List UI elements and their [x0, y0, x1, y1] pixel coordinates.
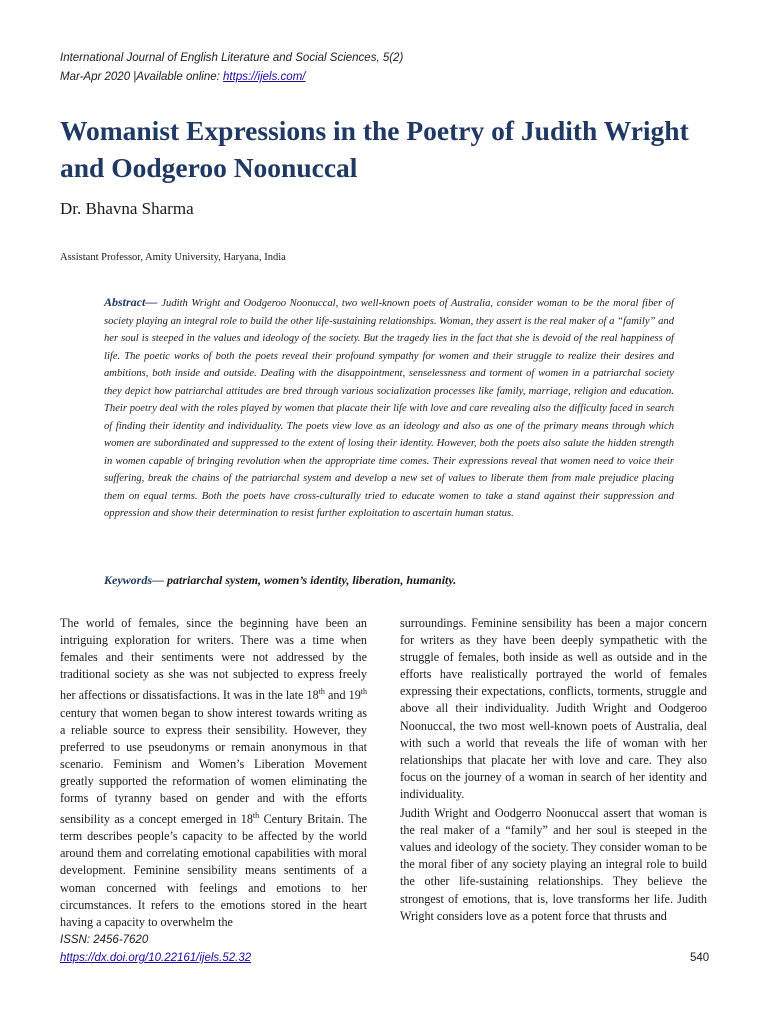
article-title: Womanist Expressions in the Poetry of Judith Wright and Oodgeroo Noonuccal: [60, 115, 689, 183]
page-number: 540: [690, 952, 710, 964]
abstract-label: Abstract: [104, 295, 146, 309]
body-text: The world of females, since the beginning have been an intriguing exploration for writers. There was a time when females and their sentiments were not addressed by the traditional society as she was not subjected to express freely her affections or dissatisfactions. It was in the late 18: [60, 616, 367, 703]
journal-name: International Journal of English Literature and Social Sciences, 5(2): [60, 52, 404, 64]
issue-text: Mar-Apr 2020 |Available online:: [60, 71, 224, 83]
abstract-dash: —: [145, 295, 162, 309]
body-text: Century Britain. The term describes people’s capacity to be affected by the world around them and correlating emotional capabilities with moral development. Feminine sensibility means sentiments of a woman concerned with feelings and emotions to her circumstances. It refers to the emotions stored in the heart having a capacity to overwhelm the: [60, 812, 367, 929]
keywords: [104, 573, 674, 588]
author-name: Dr. Bhavna Sharma: [60, 199, 194, 218]
body-paragraph: [60, 615, 367, 931]
footer-issn: ISSN: 2456-7620: [60, 934, 149, 946]
abstract-text: Judith Wright and Oodgeroo Noonuccal, two well-known poets of Australia, consider woman to be the moral fiber of society playing an integral role to build the other life-sustaining relationships. Woman, they assert is the real maker of a “family” and her soul is steeped in the values and ideology of the society. But the tragedy lies in the fact that she is devoid of the real happiness of life. The poetic works of both the poets reveal their profound sympathy for women and their struggle to realize their desires and ambitions, both inside and outside. Dealing with the disappointment, senselessness and torment of women in a patriarchal society they depict how patriarchal attitudes are bred through various socialization processes like family, marriage, religion and education. Their poetry deal with the roles played by women that placate their life with love and care revealing also the difficulty faced in search of finding their identity and individuality. The poets view love as an ideology and also as one of the primary means through which women are subordinated and suppressed to the extent of losing their identity. However, both the poets also salute the hidden strength in women capable of bringing revolution when the appropriate time comes. Their expressions reveal that women need to voice their suffering, break the chains of the patriarchal system and develop a new set of values to liberate them from male prejudice placing them on equal terms. Both the poets have cross-culturally tried to educate women to take a stand against their suppression and oppression and show their determination to resist further exploitation to ascertain human status.: [104, 298, 675, 519]
issue-line: [60, 71, 305, 83]
keywords-text: patriarchal system, women’s identity, liberation, humanity.: [167, 573, 457, 587]
body-text: century that women began to show interest towards writing as a reliable source to express their sensibility. However, they preferred to use pseudonyms or remain anonymous in that scenario. Feminism and Women’s Liberation Movement greatly supported the reformation of women eliminating the forms of tyranny based on gender and with the efforts sensibility as a concept emerged in 18: [60, 705, 367, 827]
keywords-dash: —: [152, 573, 167, 587]
body-column-left: [60, 615, 367, 931]
superscript: th: [318, 687, 325, 697]
superscript: th: [252, 811, 260, 821]
body-paragraph: Judith Wright and Oodgerro Noonuccal assert that woman is the real maker of a “family” and her soul is steeped in the values and ideology of the society. They consider woman to be the moral fiber of any society playing an integral role to build the other life-sustaining relationships. They believe the strongest of emotions, that is, love transforms her life. Judith Wright considers love as a potent force that thrusts and: [400, 806, 707, 923]
body-paragraph: surroundings. Feminine sensibility has been a major concern for writers as they have been deeply sympathetic with the struggle of females, both inside as well as outside and in the efforts have realistically portrayed the world of females expressing their expectations, conflicts, torments, struggle and above all their individuality. Judith Wright and Oodgeroo Noonuccal, the two most well-known poets of Australia, deal with such a world that reveals the life of woman with her relationships that placate her with love and care. They also focus on the journey of a woman in search of her identity and individuality.: [400, 616, 707, 801]
body-column-right: [400, 615, 707, 925]
footer-doi-link[interactable]: https://dx.doi.org/10.22161/ijels.52.32: [60, 952, 252, 964]
superscript: th: [360, 687, 368, 697]
journal-url-link[interactable]: https://ijels.com/: [223, 71, 306, 83]
body-text: and 19: [324, 688, 361, 703]
author-affiliation: Assistant Professor, Amity University, Haryana, India: [60, 252, 286, 263]
keywords-label: Keywords: [104, 573, 152, 587]
abstract: [104, 294, 674, 523]
